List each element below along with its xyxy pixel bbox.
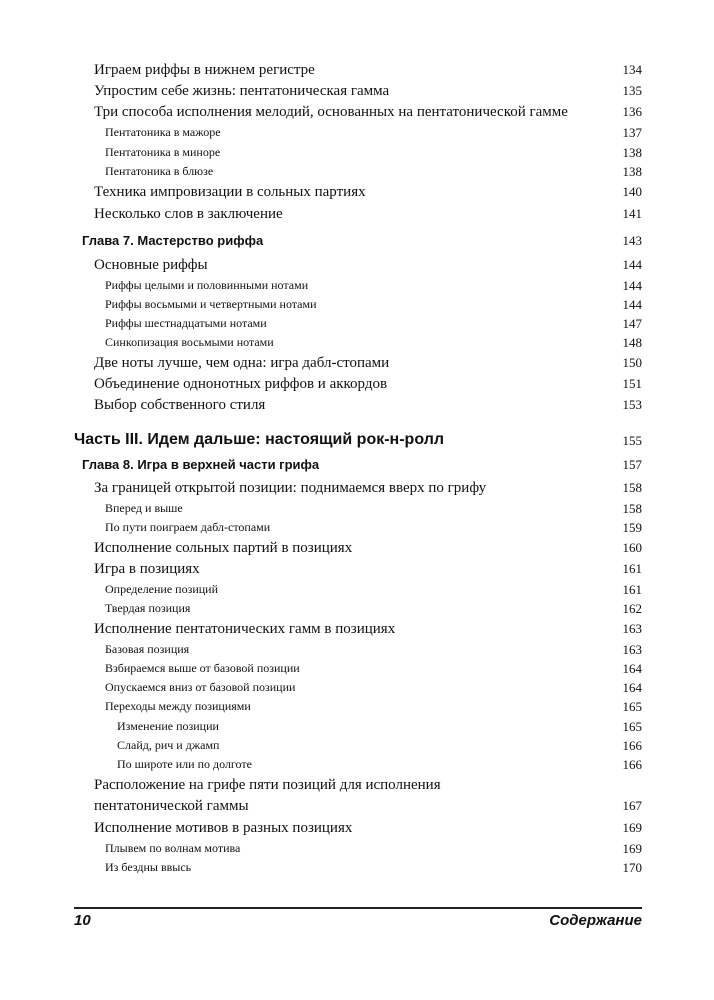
toc-entry-page: 167	[622, 798, 642, 813]
toc-entry-title: Три способа исполнения мелодий, основанных на пентатонической гамме	[94, 104, 568, 120]
toc-entry	[0, 661, 714, 681]
toc-chapter-entry	[0, 233, 714, 253]
toc-entry	[0, 520, 714, 540]
toc-entry	[0, 104, 714, 124]
toc-entry-title: Слайд, рич и джамп	[117, 738, 220, 752]
toc-entry-page: 143	[622, 233, 642, 248]
toc-entry	[0, 582, 714, 602]
toc-entry-title: Игра в позициях	[94, 561, 200, 577]
toc-entry-page: 150	[622, 355, 642, 370]
toc-entry	[0, 820, 714, 840]
toc-part-entry	[0, 431, 714, 451]
footer-page-number: 10	[74, 912, 91, 929]
toc-entry	[0, 501, 714, 521]
toc-entry-page: 170	[622, 860, 642, 875]
toc-entry-title: По пути поиграем дабл-стопами	[105, 520, 271, 534]
toc-entry-page: 148	[622, 335, 642, 350]
toc-entry-title: Из бездны ввысь	[105, 860, 192, 874]
toc-entry	[0, 335, 714, 355]
toc-entry-title: Глава 7. Мастерство риффа	[82, 233, 264, 248]
toc-entry-title: Определение позиций	[105, 582, 219, 596]
toc-entry	[0, 561, 714, 581]
toc-entry-title: Изменение позиции	[117, 719, 219, 733]
toc-entry	[0, 145, 714, 165]
toc-entry-title: Синкопизация восьмыми нотами	[105, 335, 274, 349]
toc-entry-page: 162	[622, 601, 642, 616]
toc-entry	[0, 860, 714, 880]
toc-entry	[0, 257, 714, 277]
toc-entry	[0, 757, 714, 777]
toc-entry	[0, 164, 714, 184]
toc-entry-page: 136	[622, 104, 642, 119]
toc-entry	[0, 642, 714, 662]
toc-entry-page: 135	[622, 83, 642, 98]
toc-entry-title: Основные риффы	[94, 257, 208, 273]
toc-entry-page: 160	[622, 540, 642, 555]
toc-entry-title: Пентатоника в блюзе	[105, 164, 214, 178]
toc-entry-title: Исполнение пентатонических гамм в позициях	[94, 621, 396, 637]
toc-entry-page: 169	[622, 841, 642, 856]
toc-entry-title: Риффы восьмыми и четвертными нотами	[105, 297, 317, 311]
toc-entry	[0, 376, 714, 396]
footer-section-title: Содержание	[549, 912, 642, 929]
toc-entry-title: Упростим себе жизнь: пентатоническая гамма	[94, 83, 390, 99]
toc-entry	[0, 355, 714, 375]
toc-entry-title: Расположение на грифе пяти позиций для исполнения	[94, 777, 441, 793]
toc-entry	[0, 680, 714, 700]
toc-entry	[0, 316, 714, 336]
toc-entry-page: 158	[622, 480, 642, 495]
toc-entry	[0, 540, 714, 560]
toc-entry	[0, 125, 714, 145]
toc-entry-title: Выбор собственного стиля	[94, 397, 266, 413]
toc-entry-title: Пентатоника в миноре	[105, 145, 221, 159]
toc-entry-title: Играем риффы в нижнем регистре	[94, 62, 315, 78]
toc-entry-title: Исполнение сольных партий в позициях	[94, 540, 353, 556]
toc-entry-page: 166	[622, 738, 642, 753]
toc-entry-page: 138	[622, 164, 642, 179]
toc-entry-title: пентатонической гаммы	[94, 798, 249, 814]
toc-entry	[0, 699, 714, 719]
toc-entry-title: Риффы шестнадцатыми нотами	[105, 316, 267, 330]
toc-entry-title: За границей открытой позиции: поднимаемся вверх по грифу	[94, 480, 487, 496]
toc-entry-page: 165	[622, 719, 642, 734]
toc-entry-title: Техника импровизации в сольных партиях	[94, 184, 366, 200]
toc-entry-page: 164	[622, 680, 642, 695]
toc-entry	[0, 841, 714, 861]
toc-entry	[0, 480, 714, 500]
toc-entry-title: По широте или по долготе	[117, 757, 252, 771]
toc-entry-page: 163	[622, 621, 642, 636]
toc-entry-title: Исполнение мотивов в разных позициях	[94, 820, 353, 836]
toc-entry-title: Часть III. Идем дальше: настоящий рок-н-ролл	[74, 431, 445, 448]
toc-entry-title: Переходы между позициями	[105, 699, 251, 713]
toc-entry-page: 169	[622, 820, 642, 835]
toc-entry	[0, 738, 714, 758]
toc-entry	[0, 62, 714, 82]
toc-entry-page: 144	[622, 257, 642, 272]
toc-entry-page: 137	[622, 125, 642, 140]
toc-entry	[0, 777, 714, 797]
toc-entry-title: Пентатоника в мажоре	[105, 125, 221, 139]
toc-entry-title: Две ноты лучше, чем одна: игра дабл-стопами	[94, 355, 390, 371]
toc-entry-title: Объединение однонотных риффов и аккордов	[94, 376, 388, 392]
footer-rule	[74, 907, 642, 909]
toc-entry-page: 138	[622, 145, 642, 160]
toc-chapter-entry	[0, 457, 714, 477]
toc-entry-page: 165	[622, 699, 642, 714]
toc-entry	[0, 297, 714, 317]
toc-entry-page: 155	[622, 433, 642, 448]
toc-entry-page: 157	[622, 457, 642, 472]
toc-entry	[0, 184, 714, 204]
toc-entry-page: 161	[622, 582, 642, 597]
toc-entry-page: 159	[622, 520, 642, 535]
toc-entry-page: 151	[622, 376, 642, 391]
toc-entry-title: Несколько слов в заключение	[94, 206, 283, 222]
toc-entry-page: 163	[622, 642, 642, 657]
toc-entry-page: 164	[622, 661, 642, 676]
toc-entry	[0, 601, 714, 621]
toc-entry-page: 161	[622, 561, 642, 576]
toc-entry-title: Риффы целыми и половинными нотами	[105, 278, 309, 292]
toc-entry-page: 153	[622, 397, 642, 412]
toc-entry-title: Базовая позиция	[105, 642, 190, 656]
toc-entry-title: Глава 8. Игра в верхней части грифа	[82, 457, 320, 472]
toc-entry-title: Опускаемся вниз от базовой позиции	[105, 680, 296, 694]
toc-entry-page: 147	[622, 316, 642, 331]
toc-entry	[0, 83, 714, 103]
toc-entry-title: Твердая позиция	[105, 601, 191, 615]
toc-entry	[0, 798, 714, 818]
toc-entry-page: 140	[622, 184, 642, 199]
toc-entry-title: Вперед и выше	[105, 501, 183, 515]
toc-entry	[0, 719, 714, 739]
toc-entry-page: 141	[622, 206, 642, 221]
toc-entry-title: Взбираемся выше от базовой позиции	[105, 661, 300, 675]
toc-entry-page: 158	[622, 501, 642, 516]
toc-entry	[0, 278, 714, 298]
toc-entry	[0, 621, 714, 641]
toc-entry-title: Плывем по волнам мотива	[105, 841, 241, 855]
toc-entry-page: 144	[622, 297, 642, 312]
toc-entry	[0, 206, 714, 226]
toc-entry-page: 144	[622, 278, 642, 293]
toc-entry-page: 166	[622, 757, 642, 772]
toc-entry	[0, 397, 714, 417]
toc-entry-page: 134	[622, 62, 642, 77]
